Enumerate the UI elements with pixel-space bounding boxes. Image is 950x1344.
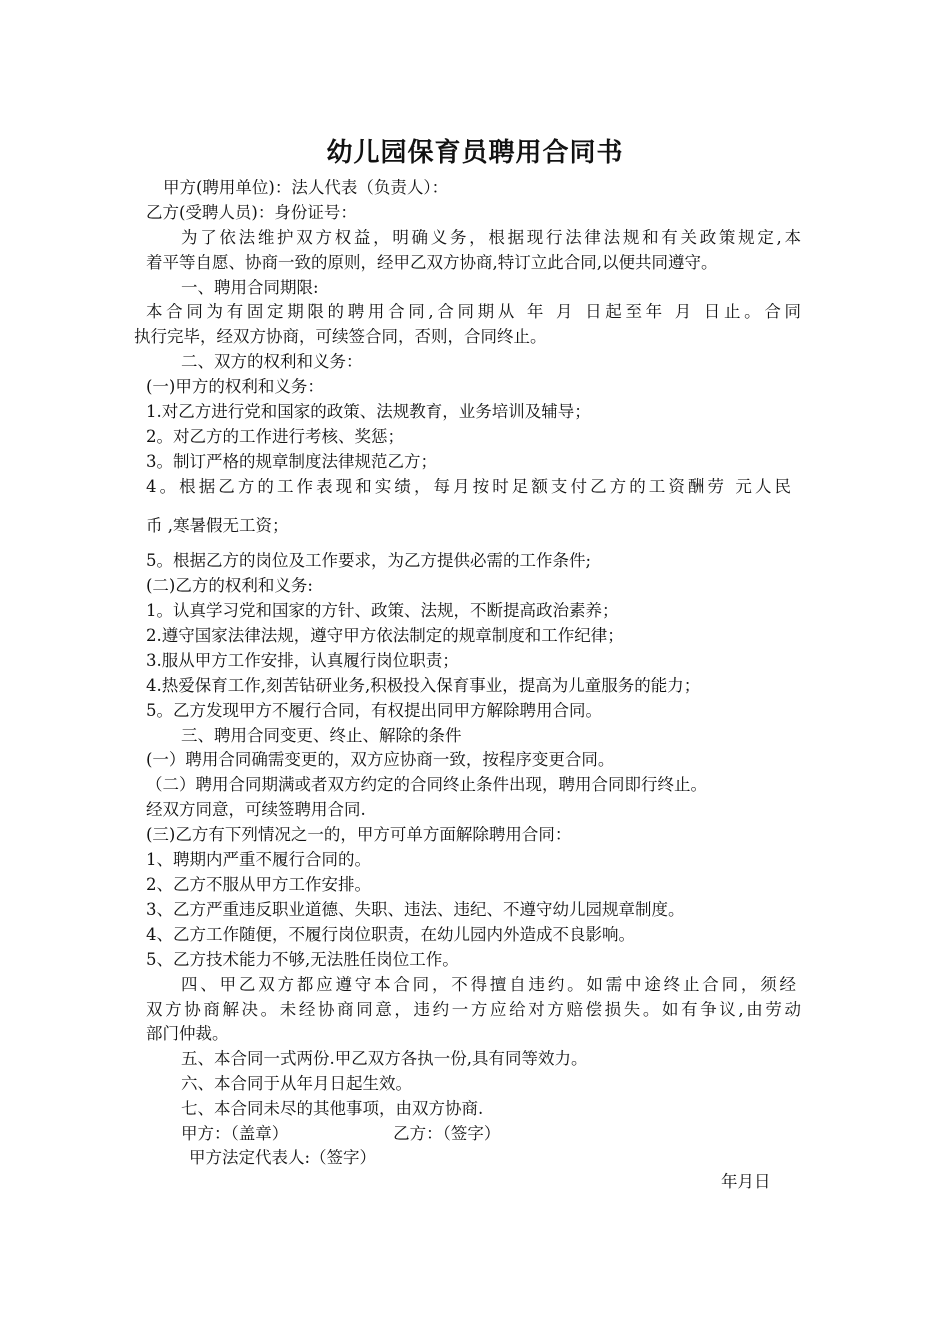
clause-line: 5、乙方技术能力不够,无法胜任岗位工作。 — [146, 950, 459, 969]
page-title: 幼儿园保育员聘用合同书 — [326, 138, 624, 168]
signature-line: 甲方：（盖章） 乙方：（签字） — [181, 1124, 501, 1143]
section-heading: 一、聘用合同期限: — [181, 278, 319, 297]
party-a-line: 甲方(聘用单位)：法人代表（负责人）： — [163, 178, 449, 197]
subsection-heading: (一)甲方的权利和义务： — [146, 377, 324, 396]
clause-line: 1、聘期内严重不履行合同的。 — [146, 850, 371, 869]
clause-line: 5。根据乙方的岗位及工作要求，为乙方提供必需的工作条件; — [146, 551, 592, 570]
clause-line: （二）聘用合同期满或者双方约定的合同终止条件出现，聘用合同即行终止。 — [146, 775, 707, 794]
clause-line: 部门仲裁。 — [146, 1024, 229, 1043]
term-line-2: 执行完毕，经双方协商，可续签合同，否则，合同终止。 — [134, 327, 547, 346]
section-heading: 四、甲乙双方都应遵守本合同，不得擅自违约。如需中途终止合同，须经 — [181, 975, 796, 994]
subsection-heading: (二)乙方的权利和义务: — [146, 576, 313, 595]
clause-line: 3、乙方严重违反职业道德、失职、违法、违纪、不遵守幼儿园规章制度。 — [146, 900, 685, 919]
clause-line: 5。乙方发现甲方不履行合同，有权提出同甲方解除聘用合同。 — [146, 701, 602, 720]
clause-line: 4。根据乙方的工作表现和实绩，每月按时足额支付乙方的工资酬劳 元人民 — [146, 477, 791, 496]
party-b-line: 乙方(受聘人员)：身份证号： — [146, 203, 357, 222]
clause-line: 2。对乙方的工作进行考核、奖惩； — [146, 427, 404, 446]
clause-line: 双方协商解决。未经协商同意，违约一方应给对方赔偿损失。如有争议,由劳动 — [146, 1000, 801, 1019]
date-line: 年月日 — [721, 1172, 771, 1191]
clause-line: 1.对乙方进行党和国家的政策、法规教育，业务培训及辅导； — [146, 402, 591, 421]
clause-line: 4、乙方工作随便，不履行岗位职责，在幼儿园内外造成不良影响。 — [146, 925, 635, 944]
preamble-line-2: 着平等自愿、协商一致的原则，经甲乙双方协商,特订立此合同,以便共同遵守。 — [146, 253, 718, 272]
clause-line: 经双方同意，可续签聘用合同. — [146, 800, 366, 819]
clause-line: 3。制订严格的规章制度法律规范乙方； — [146, 452, 437, 471]
preamble-line-1: 为了依法维护双方权益，明确义务，根据现行法律法规和有关政策规定,本 — [181, 228, 801, 247]
clause-line: 1。认真学习党和国家的方针、政策、法规，不断提高政治素养； — [146, 601, 619, 620]
subsection-heading: (三)乙方有下列情况之一的，甲方可单方面解除聘用合同： — [146, 825, 572, 844]
clause-line: 2.遵守国家法律法规，遵守甲方依法制定的规章制度和工作纪律； — [146, 626, 624, 645]
clause-line: 3.服从甲方工作安排，认真履行岗位职责； — [146, 651, 459, 670]
section-heading: 七、本合同未尽的其他事项，由双方协商. — [181, 1099, 484, 1118]
clause-line: 2、乙方不服从甲方工作安排。 — [146, 875, 371, 894]
section-heading: 六、本合同于从年月日起生效。 — [181, 1074, 412, 1093]
clause-line: (一）聘用合同确需变更的，双方应协商一致，按程序变更合同。 — [146, 750, 615, 769]
term-line-1: 本合同为有固定期限的聘用合同,合同期从 年 月 日起至年 月 日止。合同 — [146, 302, 801, 321]
legal-rep-signature: 甲方法定代表人:（签字） — [189, 1148, 377, 1167]
section-heading: 二、双方的权利和义务： — [181, 352, 363, 371]
clause-line: 币 ,寒暑假无工资； — [146, 516, 289, 535]
clause-line: 4.热爱保育工作,刻苦钻研业务,积极投入保育事业，提高为儿童服务的能力； — [146, 676, 701, 695]
section-heading: 三、聘用合同变更、终止、解除的条件 — [181, 726, 462, 745]
section-heading: 五、本合同一式两份.甲乙双方各执一份,具有同等效力。 — [181, 1049, 588, 1068]
